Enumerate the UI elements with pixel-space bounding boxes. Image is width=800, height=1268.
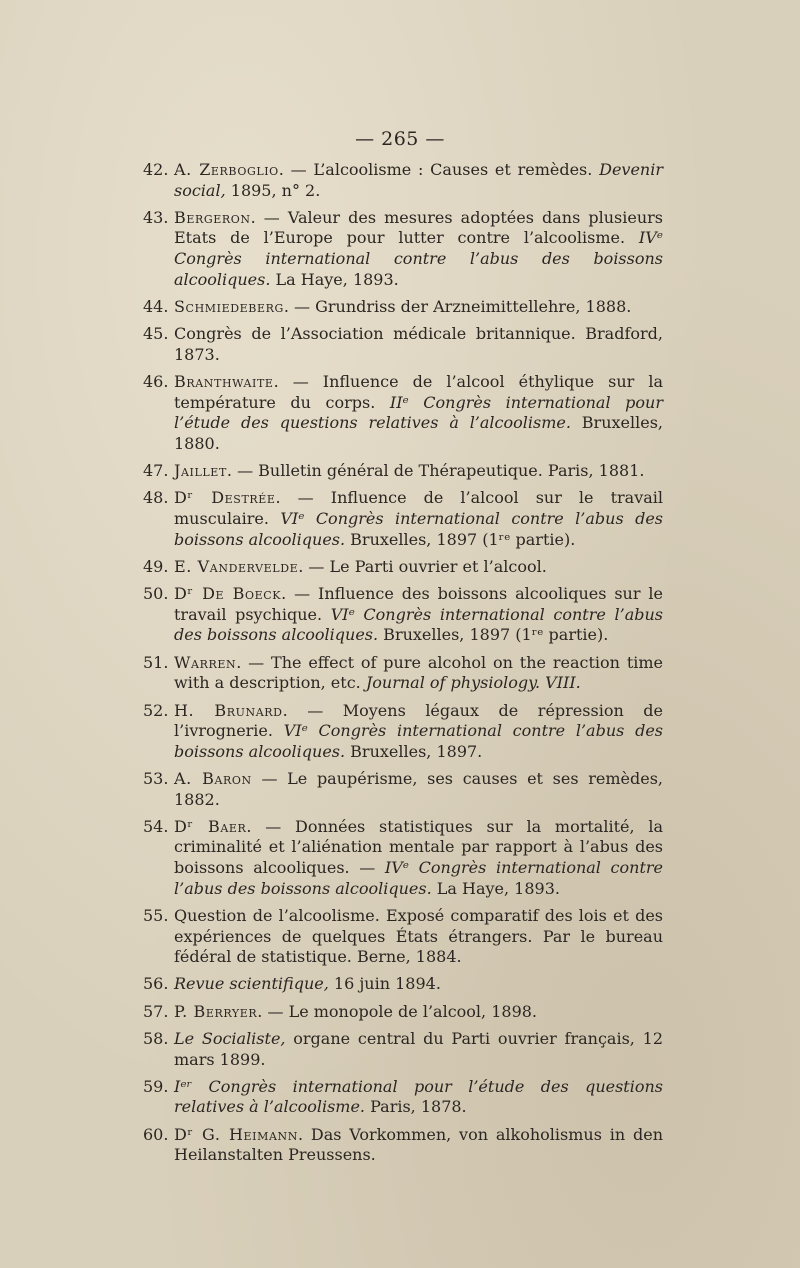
entry-text: Grundriss der Arzneimittellehre, 1888. <box>315 296 632 316</box>
entry-publication: VIᵉ Congrès international contre l’abus des boissons alcooliques. <box>174 721 664 761</box>
list-item <box>143 208 663 290</box>
entry-text: Le Parti ouvrier et l’alcool. <box>329 556 547 576</box>
entry-publication: IVᵉ Congrès international contre l’abus des boissons alcooliques. <box>174 228 663 289</box>
entry-number: 52. <box>143 700 169 720</box>
entry-separator: . — <box>282 700 343 720</box>
entry-tail: 1895, n° 2. <box>225 180 321 200</box>
entry-tail: Bruxelles, 1897 (1ʳᵉ partie). <box>378 625 609 645</box>
entry-separator: . — <box>281 584 319 604</box>
list-item <box>143 372 663 454</box>
entry-author: Dʳ Baer <box>174 816 247 836</box>
entry-author: A. Baron <box>174 769 252 788</box>
entry-separator: . — <box>226 461 259 481</box>
entry-text: Bulletin général de Thérapeutique. Paris, 1881. <box>258 461 645 481</box>
list-item <box>143 701 663 763</box>
list-item <box>143 769 663 810</box>
entry-publication: Revue scientifique, <box>174 974 329 994</box>
entry-number: 60. <box>143 1124 169 1144</box>
entry-publication: Journal of physiology. VIII. <box>365 673 581 693</box>
entry-author: H. Brunard <box>174 700 283 720</box>
entry-text: Influence de l’alcool éthylique sur la température du corps. <box>174 372 663 412</box>
list-item <box>143 461 663 482</box>
entry-separator: . — <box>275 488 331 508</box>
entry-author: A. Zerboglio <box>174 160 279 179</box>
list-item <box>143 160 663 201</box>
entry-tail: Bruxelles, 1897 (1ʳᵉ partie). <box>345 529 576 549</box>
entry-tail: La Haye, 1893. <box>431 878 560 898</box>
list-item <box>143 1002 663 1023</box>
entry-number: 46. <box>143 372 169 392</box>
list-item <box>143 906 663 968</box>
entry-author: Warren <box>174 652 237 672</box>
entry-number: 45. <box>143 324 169 344</box>
entry-text: Das Vorkommen, von alkoholismus in den Heilanstalten Preussens. <box>174 1124 664 1165</box>
entry-text: Le paupérisme, ses causes et ses remèdes, 1882. <box>174 769 664 809</box>
entry-number: 48. <box>143 488 169 508</box>
list-item <box>143 1029 663 1070</box>
bibliography-list <box>143 160 663 1173</box>
entry-author: Jaillet <box>174 461 227 481</box>
entry-author: P. Berryer <box>174 1001 258 1021</box>
entry-number: 42. <box>143 160 169 179</box>
entry-separator: . — <box>250 207 288 227</box>
entry-number: 54. <box>143 816 169 836</box>
entry-publication: VIᵉ Congrès international contre l’abus des boissons alcooliques. <box>174 604 664 645</box>
entry-author: Dʳ G. Heimann <box>174 1124 298 1144</box>
entry-text: Influence des boissons alcooliques sur le travail psychique. <box>174 584 664 624</box>
entry-text: Congrès de l’Association médicale britannique. Bradford, 1873. <box>174 324 663 364</box>
list-item <box>143 488 663 550</box>
entry-number: 50. <box>143 584 169 604</box>
list-item <box>143 297 663 318</box>
entry-publication: IVᵉ Congrès international contre l’abus des boissons alcooliques. <box>174 858 663 898</box>
entry-tail: Paris, 1878. <box>365 1097 467 1117</box>
entry-separator: . <box>297 1124 311 1144</box>
entry-publication: Le Socialiste, <box>174 1028 286 1048</box>
entry-separator: . — <box>283 296 316 316</box>
entry-tail: organe central du Parti ouvrier français, 12 mars 1899. <box>174 1028 663 1069</box>
entry-text: L’alcoolisme : Causes et remèdes. <box>313 160 600 179</box>
list-item <box>143 1125 663 1166</box>
entry-number: 47. <box>143 461 169 481</box>
entry-author: E. Vandervelde <box>174 556 299 576</box>
entry-text: The effect of pure alcohol on the reaction time with a description, etc. <box>174 652 663 693</box>
list-item <box>143 817 663 899</box>
entry-tail: Bruxelles, 1880. <box>174 413 663 453</box>
entry-separator: . — <box>257 1001 289 1021</box>
list-item <box>143 557 663 578</box>
entry-number: 51. <box>143 652 169 672</box>
entry-tail: Bruxelles, 1897. <box>345 741 483 761</box>
entry-text: Question de l’alcoolisme. Exposé comparatif des lois et des expériences de quelques États étrangers. Par le bureau fédéral de statistique. Berne, 1884. <box>174 905 663 967</box>
entry-separator: — <box>251 769 288 788</box>
entry-tail: La Haye, 1893. <box>270 269 399 289</box>
list-item <box>143 974 663 995</box>
entry-number: 49. <box>143 556 169 576</box>
entry-number: 55. <box>143 905 169 925</box>
entry-text: Influence de l’alcool sur le travail musculaire. <box>174 488 664 529</box>
entry-tail: 16 juin 1894. <box>328 974 441 994</box>
entry-separator: . — <box>278 160 314 179</box>
list-item <box>143 1077 663 1118</box>
entry-separator: . — <box>298 556 330 576</box>
entry-publication: Iᵉʳ Congrès international pour l’étude des questions relatives à l’alcoolisme. <box>174 1076 663 1117</box>
entry-author: Dʳ Destrée <box>174 488 276 508</box>
entry-publication: VIᵉ Congrès international contre l’abus des boissons alcooliques. <box>174 509 664 549</box>
entry-author: Branthwaite <box>174 372 274 392</box>
entry-number: 43. <box>143 207 169 227</box>
entry-author: Schmiedeberg <box>174 296 284 316</box>
entry-separator: . — <box>236 652 272 672</box>
entry-text: Moyens légaux de répression de l’ivrognerie. <box>174 700 663 741</box>
entry-text: Données statistiques sur la mortalité, la criminalité et l’aliénation mentale par rapport à l’abus des boissons alcooliques. — <box>174 816 663 878</box>
entry-number: 57. <box>143 1001 169 1021</box>
entry-text: Le monopole de l’alcool, 1898. <box>288 1001 538 1021</box>
entry-publication: IIᵉ Congrès international pour l’étude des questions relatives à l’alcoolisme. <box>174 392 664 433</box>
entry-number: 59. <box>143 1076 169 1096</box>
list-item <box>143 584 663 646</box>
entry-separator: . — <box>246 816 296 836</box>
list-item <box>143 653 663 694</box>
entry-text: Valeur des mesures adoptées dans plusieurs Etats de l’Europe pour lutter contre l’alcoolisme. <box>174 207 663 248</box>
entry-number: 58. <box>143 1028 169 1048</box>
entry-number: 53. <box>143 769 169 788</box>
entry-author: Dʳ De Boeck <box>174 584 282 604</box>
entry-number: 56. <box>143 974 169 994</box>
entry-author: Bergeron <box>174 207 251 227</box>
list-item <box>143 324 663 365</box>
entry-separator: . — <box>273 372 323 392</box>
entry-number: 44. <box>143 296 169 316</box>
entry-publication: Devenir social, <box>174 160 663 200</box>
page-number: — 265 — <box>355 128 445 150</box>
